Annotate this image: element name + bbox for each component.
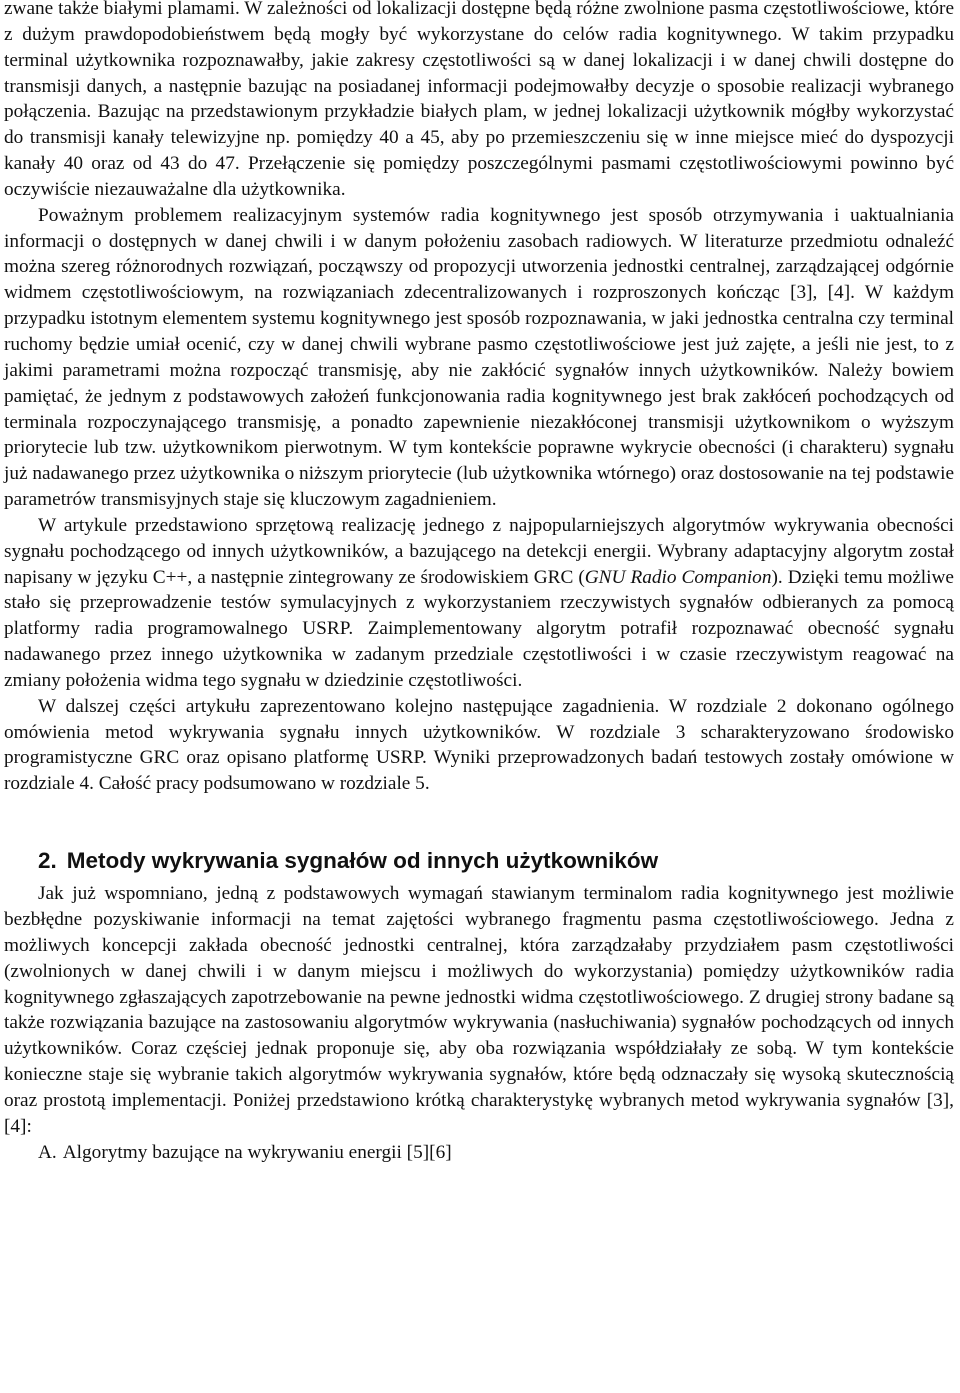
paragraph — [4, 203, 954, 513]
paragraph-text: ). Dzięki temu możliwe stało się przeprowadzenie testów symulacyjnych z wykorzystaniem rzeczywistych sygnałów odbieranych za pomocą platformy radia programowalnego USRP. Zaimplementowany algorytm potrafił rozpoznawać obecność sygnału nadawanego przez innego użytkownika w zadanym przedziale częstotliwości i w czasie rzeczywistym reagować na zmiany położenia widma tego sygnału w dziedzinie częstotliwości. — [4, 566, 954, 691]
paragraph-text: zwane także białymi plamami. W zależności od lokalizacji dostępne będą różne zwolnione pasma częstotliwościowe, które z dużym prawdopodobieństwem będą mogły być wykorzystane do celów radia kognitywnego. W takim przypadku terminal użytkownika rozpoznawałby, jakie zakresy częstotliwości są w danej lokalizacji i w danej chwili dostępne do transmisji danych, a następnie bazując na posiadanej informacji podejmowałby decyzje o sposobie realizacji wybranego połączenia. Bazując na przedstawionym przykładzie białych plam, w jednej lokalizacji użytkownik mógłby wykorzystać do transmisji kanały telewizyjne np. pomiędzy 40 a 45, aby po przemieszczeniu się w inne miejsce mieć do dyspozycji kanały 40 oraz od 43 do 47. Przełączenie się pomiędzy poszczególnymi pasmami częstotliwościowymi powinno być oczywiście niezauważalne dla użytkownika. — [4, 0, 954, 200]
intro-paragraphs — [4, 0, 954, 797]
paragraph-text: W artykule przedstawiono sprzętową realizację jednego z najpopularniejszych algorytmów wykrywania obecności sygnału pochodzącego od innych użytkowników, a bazującego na detekcji energii. Wybrany adaptacyjny algorytm został napisany w języku C++, a następnie zintegrowany ze środowiskiem GRC ( — [4, 514, 954, 588]
paragraph-text-italic: GNU Radio Companion — [584, 566, 772, 588]
paragraph — [4, 513, 954, 694]
paragraph-text: Jak już wspomniano, jedną z podstawowych wymagań stawianym terminalom radia kognitywnego jest możliwie bezbłędne pozyskiwanie informacji na temat zajętości wybranego fragmentu pasma częstotliwościowego. Jedna z możliwych koncepcji zakłada obecność jednostki centralnej, która zarządzałaby przydziałem pasm częstotliwości (zwolnionych w danej chwili i w danym miejscu i możliwych do wykorzystania) pomiędzy użytkowników radia kognitywnego zgłaszających zapotrzebowanie na pewne jednostki widma częstotliwościowego. Z drugiej strony badane są także rozwiązania bazujące na zastosowaniu algorytmów wykrywania (nasłuchiwania) sygnałów pochodzących od innych użytkowników. Coraz częściej jednak proponuje się, aby oba rozwiązania współdziałały ze sobą. W tym kontekście konieczne staje się wybranie takich algorytmów wykrywania sygnałów, które będą odznaczały się wysoką skutecznością oraz prostotą implementacji. Poniżej przedstawiono krótką charakterystykę wybranych metod wykrywania sygnałów [3],[4]: — [4, 883, 954, 1137]
paragraph — [4, 694, 954, 797]
section-heading — [38, 847, 954, 875]
paragraph — [4, 0, 954, 203]
list-item-label: A. — [38, 1141, 57, 1163]
paragraph-text: Poważnym problemem realizacyjnym systemów radia kognitywnego jest sposób otrzymywania i uaktualniania informacji o dostępnych w danej chwili i w danym położeniu zasobach radiowych. W literaturze przedmiotu odnaleźć można szereg różnorodnych rozwiązań, począwszy od propozycji utworzenia jednostki centralnej, zarządzającej odgórnie widmem częstotliwościowym, na rozwiązaniach zdecentralizowanych i rozproszonych kończąc [3], [4]. W każdym przypadku istotnym elementem systemu kognitywnego jest sposób rozpoznawania, w jaki jednostka centralna czy terminal ruchomy będzie umiał ocenić, czy w danej chwili wybrane pasmo częstotliwościowe jest już zajęte, a jeśli nie jest, to z jakimi parametrami można rozpocząć transmisję, aby nie zakłócić sygnałów innych użytkowników. Należy bowiem pamiętać, że jednym z podstawowych założeń funkcjonowania radia kognitywnego jest brak zakłóceń pochodzących od terminala rozpoczynającego transmisję, a ponadto zapewnienie niezakłóconej transmisji użytkownikom o wyższym priorytecie lub tzw. użytkownikom pierwotnym. W tym kontekście poprawne wykrycie obecności (i charakteru) sygnału już nadawanego przez użytkownika o niższym priorytecie (lub użytkownika wtórnego) oraz dostosowanie na tej podstawie parametrów transmisyjnych staje się kluczowym zagadnieniem. — [4, 204, 954, 511]
list-item-text: Algorytmy bazujące na wykrywaniu energii [5][6] — [62, 1141, 452, 1163]
section-paragraph — [4, 881, 954, 1139]
section-number: 2. — [38, 848, 57, 874]
section-title: Metody wykrywania sygnałów od innych użytkowników — [66, 848, 659, 874]
list-item — [4, 1140, 954, 1166]
paragraph-text: W dalszej części artykułu zaprezentowano kolejno następujące zagadnienia. W rozdziale 2 dokonano ogólnego omówienia metod wykrywania sygnału innych użytkowników. W rozdziale 3 scharakteryzowano środowisko programistyczne GRC oraz opisano platformę USRP. Wyniki przeprowadzonych badań testowych zostały omówione w rozdziale 4. Całość pracy podsumowano w rozdziale 5. — [4, 695, 954, 795]
